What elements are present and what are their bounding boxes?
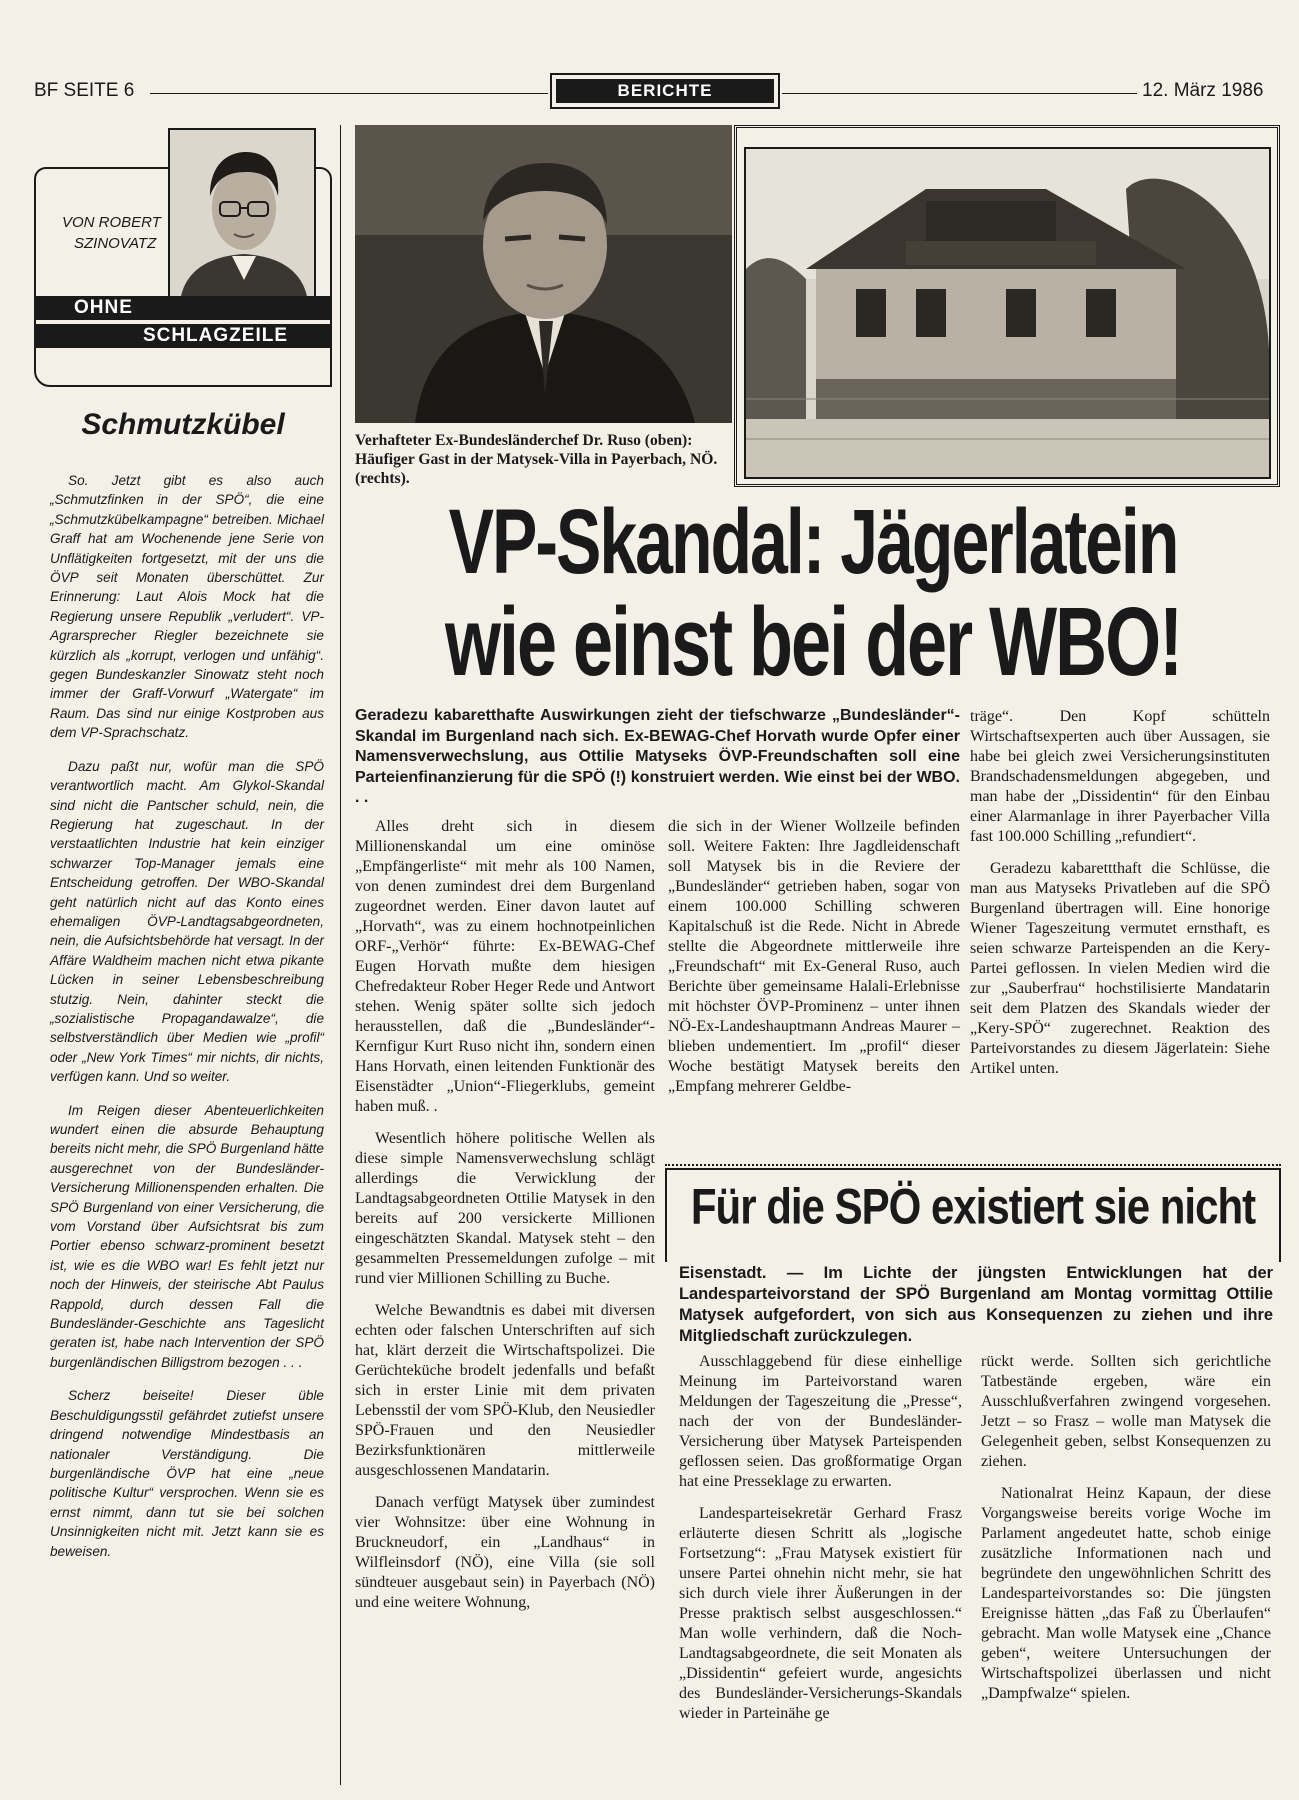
second-column-1	[679, 1352, 962, 1736]
column-title: Schmutzkübel	[81, 408, 285, 441]
column-body	[50, 471, 324, 1575]
header-rule-right	[782, 93, 1137, 94]
article-paragraph: Geradezu kabarettthaft die Schlüsse, die man aus Matyseks Privatleben auf die SPÖ Burgenland übertragen will. Eine honorige Wiener Tageszeitung vermutet ernsthaft, es seien schwarze Parteispenden an die Kery-Partei geflossen. In vielen Medien wird die zur „Sauberfrau“ hochstilisierte Mandatarin seit dem Platzen des Skandals wieder der „Kery-SPÖ“ zugerechnet. Reaktion des Parteivorstandes zu diesem Jägerlatein: Siehe Artikel unten.	[970, 860, 1270, 1077]
column-badge-line1: OHNE	[34, 296, 330, 320]
second-lead: Eisenstadt. — Im Lichte der jüngsten Entwicklungen hat der Landesparteivorstand der SPÖ Burgenland am Montag vormittag Ottilie Matysek aufgefordert, von sich aus Konsequenzen zu ziehen und ihre Mitgliedschaft zurückzulegen.	[679, 1264, 1273, 1345]
article-column-2	[668, 817, 960, 1109]
article-paragraph: die sich in der Wiener Wollzeile befinden soll. Weitere Fakten: Ihre Jagdleidenschaft soll Matysek bis in die Reviere der „Bundesländer“ getrieben haben, sogar von einem 100.000 Schilling schweren Kapitalschuß ist die Rede. Nicht in Abrede stellte die Abgeordnete mittlerweile ihre „Freundschaft“ mit Ex-General Ruso, auch Berichte über gemeinsame Halali-Erlebnisse mit höchster ÖVP-Prominenz – unter ihnen NÖ-Ex-Landeshauptmann Andreas Maurer – blieben undementiert. Im „profil“ dieser Woche bestätigt Matysek bereits den „Empfang mehrerer Geldbe-	[668, 818, 960, 1095]
article-paragraph: Ausschlaggebend für diese einhellige Meinung im Parteivorstand waren Meldungen der Tageszeitung die „Presse“, nach der von der Bundesländer-Versicherung über Matysek Parteispenden geflossen seien. Das großformatige Organ hat eine Presseklage zu erwarten.	[679, 1353, 962, 1490]
article-paragraph: träge“. Den Kopf schütteln Wirtschaftsexperten auch über Aussagen, sie habe bei gleich zwei Versicherungsinstituten Brandschadensmeldungen abgegeben, und man habe der „Dissidentin“ für den Einbau einer Alarmanlage in ihrer Payerbacher Villa fast 100.000 Schilling „refundiert“.	[970, 708, 1270, 845]
second-column-2	[981, 1352, 1271, 1716]
column-paragraph: Scherz beiseite! Dieser üble Beschuldigungsstil gefährdet zutiefst unsere dringend notwendige Mindestbasis an nationaler Verständigung. Die burgenländische ÖVP hat eine „neue politische Kultur“ versprochen. Wenn sie es ernst nimmt, dann tut sie bei solchen Unsinnigkeiten nicht mit. Jetzt kann sie es beweisen.	[50, 1388, 324, 1559]
article-paragraph: Welche Bewandtnis es dabei mit diversen echten oder falschen Unterschriften auf sich hat, klärt derzeit die Wirtschaftspolizei. Die Gerüchteküche brodelt jedenfalls und befaßt sich in erster Linie mit dem privaten Lebensstil der vom SPÖ-Klub, den Neusiedler SPÖ-Frauen und den Neusiedler Bezirksfunktionären mittlerweile ausgeschlossenen Mandatarin.	[355, 1302, 655, 1479]
article-paragraph: Nationalrat Heinz Kapaun, der diese Vorgangsweise bereits vorige Woche im Parlament angedeutet hatte, schob einige zusätzliche Informationen nach und begründete den ungewöhnlichen Schritt des Landesparteivorstandes so: Die jüngsten Ereignisse hätten „das Faß zu Überlaufen“ gebracht. Man wolle Matysek eine „Chance geben“, weitere Untersuchungen der Wirtschaftspolizei überlassen und nicht „Dampfwalze“ spielen.	[981, 1485, 1271, 1702]
section-label: BERICHTE	[550, 73, 780, 109]
photo-caption: Verhafteter Ex-Bundesländerchef Dr. Ruso (oben): Häufiger Gast in der Matysek-Villa in Payerbach, NÖ. (rechts).	[355, 432, 718, 487]
issue-date: 12. März 1986	[1142, 80, 1264, 101]
author-portrait	[168, 128, 316, 300]
second-headline: Für die SPÖ existiert sie nicht	[690, 1178, 1256, 1235]
article-column-3	[970, 707, 1270, 1091]
photo-portrait-ruso	[355, 125, 732, 423]
article-separator	[665, 1164, 1281, 1166]
column-paragraph: Im Reigen dieser Abenteuerlichkeiten wundert einen die absurde Behauptung bereits nicht mehr, die SPÖ Burgenland hätte ausgerechnet von der Bundesländer-Versicherung Millionenspenden erhalten. Die SPÖ Burgenland von einer Versicherung, die vom Vorstand über Aufsichtsrat bis zum Portier ebenso schwarz-prominent besetzt ist, wie es die WBO war! Es fehlt jetzt nur noch der Hinweis, der steirische Abt Paulus Rappold, durch dessen Fall die Bundesländer-Geschichte ans Tageslicht geraten ist, habe nach Intervention der SPÖ burgenländischen Billigstrom bezogen . . .	[50, 1102, 324, 1370]
column-paragraph: So. Jetzt gibt es also auch „Schmutzfinken in der SPÖ“, die eine „Schmutzkübelkampagne“ betreiben. Michael Graff hat am Wochenende jene Serie von Unflätigkeiten fortgesetzt, mit der uns die ÖVP seit Monaten überschüttet. Zur Erinnerung: Laut Alois Mock hat die Regierung unsere Republik „verludert“. VP-Agrarsprecher Riegler bezeichnete sie kürzlich als „korrupt, verlogen und unfähig“. gegen Bundeskanzler Sinowatz steht noch immer der Graff-Vorwurf „Watergate“ im Raum. Das sind nur einige Kostproben aus dem VP-Sprachschatz.	[50, 473, 324, 741]
page-number: BF SEITE 6	[34, 80, 135, 101]
header-rule-left	[150, 93, 548, 94]
headline-line1: VP-Skandal: Jägerlatein	[448, 490, 1178, 594]
article-lead: Geradezu kabaretthafte Auswirkungen zieht der tiefschwarze „Bundesländer“-Skandal im Burgenland nach sich. Ex-BEWAG-Chef Horvath wurde Opfer einer Namensverwechslung, aus Ottilie Matyseks ÖVP-Freundschaften soll eine Parteienfinanzierung für die SPÖ (!) konstruiert werden. Wie einst bei der WBO. . .	[355, 707, 960, 807]
byline: VON ROBERT SZINOVATZ	[62, 214, 161, 252]
article-column-1	[355, 817, 655, 1625]
article-paragraph: Wesentlich höhere politische Wellen als diese simple Namensverwechslung schlägt allerdings die Verwicklung der Landtagsabgeordneten Ottilie Matysek in den bereits auf 200 versickerte Millionen eingeschätzten Skandal. Matysek steht – den gesammelten Pressemeldungen zufolge – mit rund vier Millionen Schilling zu Buche.	[355, 1130, 655, 1287]
column-paragraph: Dazu paßt nur, wofür man die SPÖ verantwortlich macht. Am Glykol-Skandal sind nicht die Pantscher schuld, nein, die Regierung hat zugeschaut. In der verstaatlichten Industrie hat kein einziger schwarzer Top-Manager jemals eine Entscheidung getroffen. Der WBO-Skandal geht natürlich nicht auf das Konto eines ehemaligen ÖVP-Landtagsabgeordneten, nein, die Aufsichtsbehörde hat versagt. In der Affäre Waldheim machen nicht etwa pikante Lücken in seiner Lebensbeschreibung stutzig. Nein, dahinter steckt die „sozialistische Propagandawalze“, die selbstverständlich über Medien wie „profil“ oder „New York Times“ mir nichts, dir nichts, verfügen kann. Und so weiter.	[50, 758, 324, 1085]
column-divider	[340, 125, 341, 1785]
headline-line2: wie einst bei der WBO!	[444, 588, 1182, 697]
article-paragraph: Danach verfügt Matysek über zumindest vier Wohnsitze: über eine Wohnung in Bruckneudorf, ein „Landhaus“ in Wilfleinsdorf (NÖ), eine Villa (sie soll sündteuer ausgebaut sein) in Payerbach (NÖ) und eine weitere Wohnung,	[355, 1494, 655, 1611]
article-paragraph: rückt werde. Sollten sich gerichtliche Tatbestände ergeben, wäre ein Ausschlußverfahren zwingend vorgesehen. Jetzt – so Frasz – wolle man Matysek die Gelegenheit geben, selbst Konsequenzen zu ziehen.	[981, 1353, 1271, 1470]
column-badge-line2: SCHLAGZEILE	[34, 324, 330, 348]
article-paragraph: Alles dreht sich in diesem Millionenskandal um eine ominöse „Empfängerliste“ mit mehr als 100 Namen, von denen zumindest drei dem Burgenland zugeordnet werden. Einer davon lautet auf „Horvath“, was zu einem hochnotpeinlichen ORF-„Verhör“ führte: Ex-BEWAG-Chef Eugen Horvath mußte dem hiesigen Chefredakteur Rober Heger Rede und Antwort stehen. Wenig später sollte sich jedoch herausstellen, daß die „Bundesländer“-Kernfigur Kurt Ruso nicht ihn, sondern einen Hans Horvath, einen leitenden Funktionär des Eisenstädter „Union“-Fliegerklubs, gemeint haben muß. .	[355, 818, 655, 1115]
photo-villa	[744, 147, 1271, 479]
article-paragraph: Landesparteisekretär Gerhard Frasz erläuterte diesen Schritt als „logische Fortsetzung“: „Frau Matysek existiert für unsere Partei ohnehin nicht mehr, sie hat sich durch viele ihrer Äußerungen in der Presse praktisch selbst ausgeschlossen.“ Man wolle verhindern, daß die Noch-Landtagsabgeordnete, die seit Monaten als „Dissidentin“ gefeiert wurde, angesichts des Bundesländer-Versicherungs-Skandals wieder in Parteinähe ge	[679, 1505, 962, 1722]
